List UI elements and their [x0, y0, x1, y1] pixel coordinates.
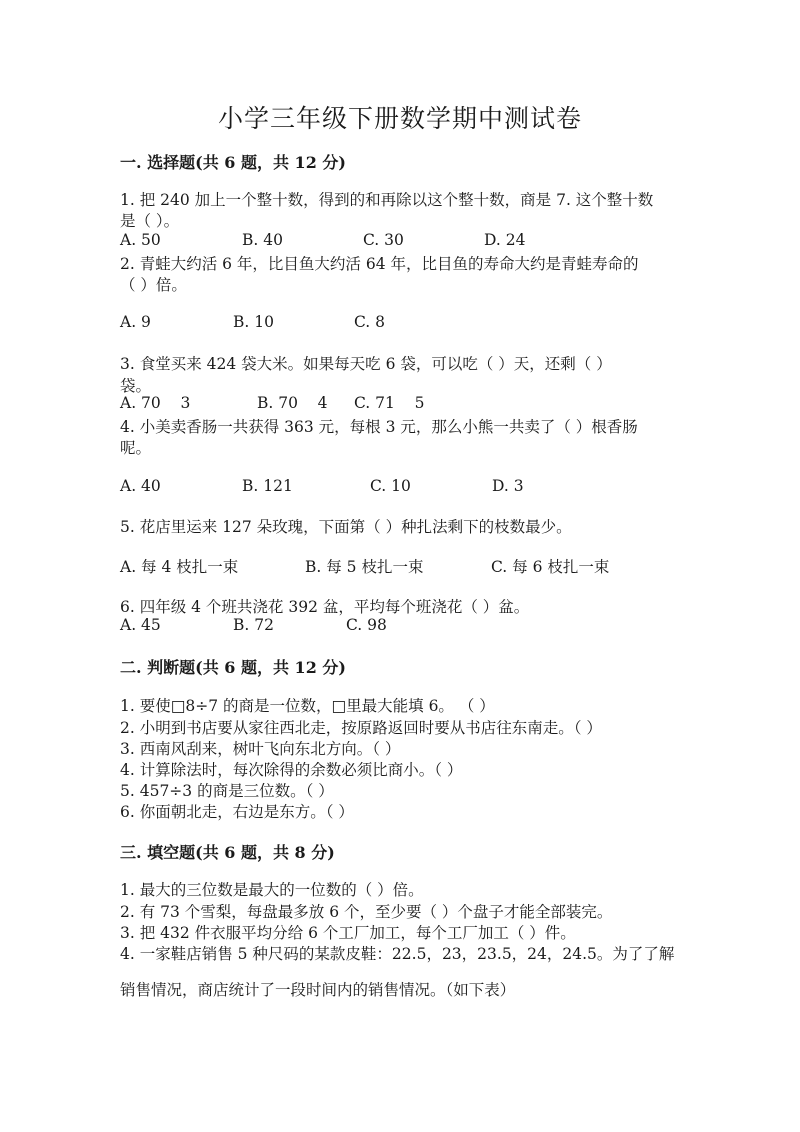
- option-c: C. 10: [370, 477, 411, 495]
- option-a: A. 70 3: [120, 394, 191, 412]
- question-text: 4. 小美卖香肠一共获得 363 元，每根 3 元，那么小熊一共卖了（ ）根香肠: [120, 418, 638, 436]
- option-d: D. 24: [484, 231, 526, 249]
- list-item: 1. 最大的三位数是最大的一位数的（ ）倍。: [120, 881, 424, 899]
- list-item: 6. 你面朝北走，右边是东方。（ ）: [120, 803, 354, 821]
- question-text: 呢。: [120, 439, 152, 457]
- option-b: B. 70 4: [257, 394, 328, 412]
- option-b: B. 121: [242, 477, 293, 495]
- option-c: C. 30: [363, 231, 404, 249]
- option-a: A. 9: [120, 313, 151, 331]
- list-item: 5. 457÷3 的商是三位数。（ ）: [120, 782, 334, 800]
- option-c: C. 每 6 枝扎一束: [491, 558, 610, 576]
- question-text: 5. 花店里运来 127 朵玫瑰，下面第（ ）种扎法剩下的枝数最少。: [120, 518, 572, 536]
- list-item: 3. 把 432 件衣服平均分给 6 个工厂加工，每个工厂加工（ ）件。: [120, 924, 576, 942]
- section-heading-fill-in: 三. 填空题(共 6 题，共 8 分): [120, 843, 335, 862]
- list-item: 2. 小明到书店要从家往西北走，按原路返回时要从书店往东南走。（ ）: [120, 719, 602, 737]
- option-c: C. 98: [346, 616, 387, 634]
- question-text: 6. 四年级 4 个班共浇花 392 盆，平均每个班浇花（ ）盆。: [120, 598, 530, 616]
- option-a: A. 40: [120, 477, 161, 495]
- question-text: 1. 把 240 加上一个整十数，得到的和再除以这个整十数，商是 7. 这个整十数: [120, 191, 654, 209]
- list-item: 1. 要使□8÷7 的商是一位数，□里最大能填 6。 （ ）: [120, 697, 495, 715]
- option-a: A. 45: [120, 616, 161, 634]
- list-item: 2. 有 73 个雪梨，每盘最多放 6 个，至少要（ ）个盘子才能全部装完。: [120, 903, 613, 921]
- question-text: 袋。: [120, 377, 152, 395]
- question-text: 是（ ）。: [120, 212, 180, 230]
- list-item: 销售情况，商店统计了一段时间内的销售情况。（如下表）: [120, 981, 516, 999]
- option-c: C. 8: [354, 313, 386, 331]
- question-text: 3. 食堂买来 424 袋大米。如果每天吃 6 袋，可以吃（ ）天，还剩（ ）: [120, 355, 612, 373]
- option-a: A. 50: [120, 231, 161, 249]
- list-item: 4. 一家鞋店销售 5 种尺码的某款皮鞋：22.5，23，23.5，24，24.5。为了了解: [120, 945, 675, 963]
- option-d: D. 3: [492, 477, 524, 495]
- list-item: 4. 计算除法时，每次除得的余数必须比商小。（ ）: [120, 761, 463, 779]
- question-text: （ ）倍。: [120, 276, 187, 294]
- section-heading-judgement: 二. 判断题(共 6 题，共 12 分): [120, 658, 346, 677]
- list-item: 3. 西南风刮来，树叶飞向东北方向。（ ）: [120, 740, 401, 758]
- section-heading-choice: 一. 选择题(共 6 题，共 12 分): [120, 153, 346, 172]
- option-b: B. 每 5 枝扎一束: [305, 558, 424, 576]
- option-b: B. 10: [233, 313, 274, 331]
- option-a: A. 每 4 枝扎一束: [120, 558, 239, 576]
- option-c: C. 71 5: [354, 394, 425, 412]
- option-b: B. 72: [233, 616, 274, 634]
- question-text: 2. 青蛙大约活 6 年，比目鱼大约活 64 年，比目鱼的寿命大约是青蛙寿命的: [120, 255, 639, 273]
- page-title: 小学三年级下册数学期中测试卷: [217, 104, 582, 133]
- option-b: B. 40: [242, 231, 283, 249]
